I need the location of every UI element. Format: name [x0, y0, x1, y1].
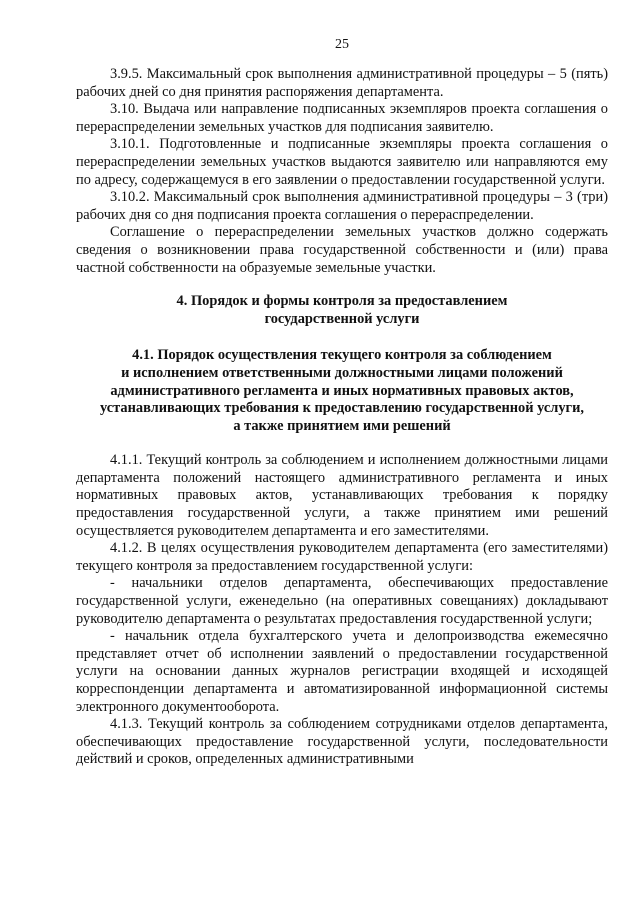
paragraph-agreement: Соглашение о перераспределении земельных участков должно содержать сведения о возникновении права государственной собственности и (или) права частной собственности на образуемые земельные участки.: [76, 224, 608, 276]
paragraph-4-1-2: 4.1.2. В целях осуществления руководителем департамента (его заместителями) текущего контроля за предоставлением государственной услуги:: [76, 540, 608, 574]
subsection-heading: [76, 347, 608, 435]
subsection-heading-line: а также принятием ими решений: [233, 417, 451, 434]
paragraph-4-1-1: 4.1.1. Текущий контроль за соблюдением и исполнением должностными лицами департамента положений настоящего административного регламента и иных нормативных правовых актов, устанавливающих требования к порядку предоставления государственной услуги, а также принятием ими решений осуществляется руководителем департамента и его заместителями.: [76, 452, 608, 539]
paragraph-3-9-5: 3.9.5. Максимальный срок выполнения административной процедуры – 5 (пять) рабочих дней со дня принятия распоряжения департамента.: [76, 66, 608, 100]
paragraph-3-10-1: 3.10.1. Подготовленные и подписанные экземпляры проекта соглашения о перераспределении земельных участков выдаются заявителю или направляются ему по адресу, содержащемуся в его заявлении о предоставлении государственной услуги.: [76, 136, 608, 188]
subsection-heading-line: административного регламента и иных нормативных правовых актов,: [110, 382, 574, 399]
document-page: [76, 0, 608, 905]
section-heading: [76, 293, 608, 328]
paragraph-4-1-3: 4.1.3. Текущий контроль за соблюдением сотрудниками отделов департамента, обеспечивающих предоставление государственной услуги, последовательности действий и сроков, определенных административными: [76, 716, 608, 768]
list-item-department-heads: - начальники отделов департамента, обеспечивающих предоставление государственной услуги, еженедельно (на оперативных совещаниях) докладывают руководителю департамента о результатах предоставления государственной услуги;: [76, 575, 608, 627]
document-body: [76, 66, 608, 769]
subsection-heading-line: и исполнением ответственными должностными лицами положений: [121, 364, 563, 381]
list-item-accounting-head: - начальник отдела бухгалтерского учета и делопроизводства ежемесячно представляет отчет об исполнении заявлений о предоставлении государственной услуги на основании данных журналов регистрации входящей и исходящей корреспонденции департамента и автоматизированной информационной системы электронного документооборота.: [76, 628, 608, 715]
section-heading-line: 4. Порядок и формы контроля за предоставлением: [176, 293, 508, 310]
paragraph-3-10: 3.10. Выдача или направление подписанных экземпляров проекта соглашения о перераспределении земельных участков для подписания заявителю.: [76, 101, 608, 135]
subsection-heading-line: устанавливающих требования к предоставлению государственной услуги,: [100, 400, 584, 417]
page-number: 25: [335, 37, 349, 52]
subsection-heading-line: 4.1. Порядок осуществления текущего контроля за соблюдением: [132, 347, 552, 364]
paragraph-3-10-2: 3.10.2. Максимальный срок выполнения административной процедуры – 3 (три) рабочих дня со дня подписания проекта соглашения о перераспределении.: [76, 189, 608, 223]
section-heading-line: государственной услуги: [264, 310, 420, 327]
